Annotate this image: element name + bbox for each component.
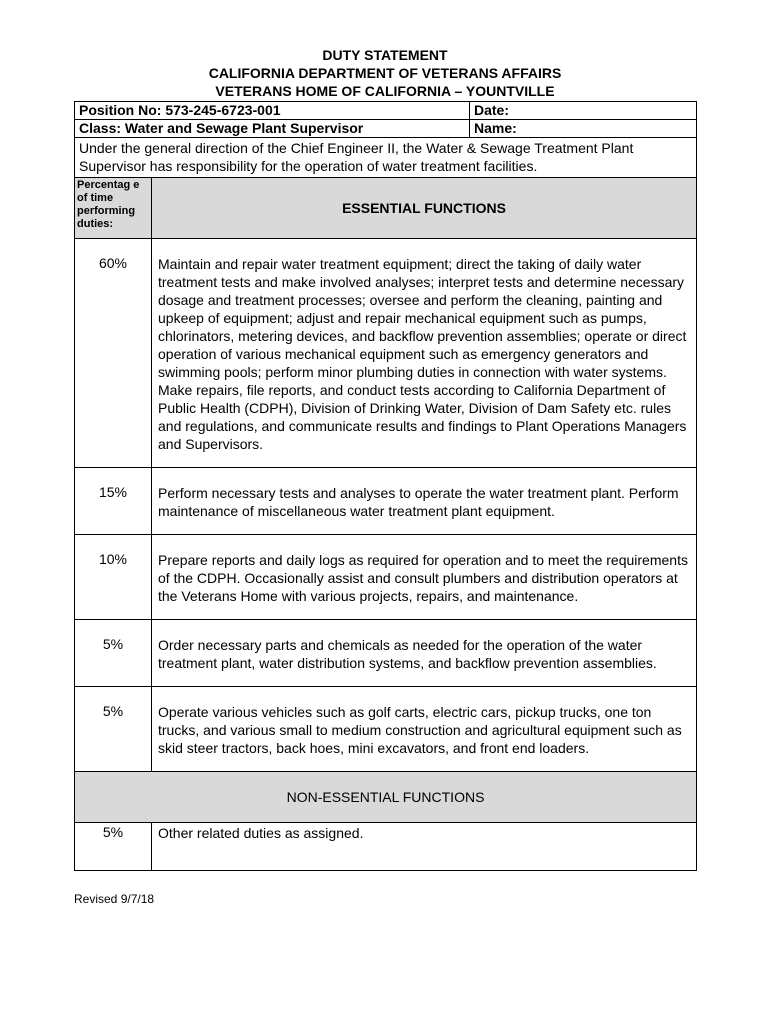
duty-description: Operate various vehicles such as golf carts, electric cars, pickup trucks, one ton trucks, and various small to medium construction and agricultural equipment such as skid steer tractors, back hoes, mini excavators, and front end loaders. xyxy=(152,687,697,772)
percentage-header: Percentag e of time performing duties: xyxy=(75,178,152,239)
duty-description: Perform necessary tests and analyses to operate the water treatment plant. Perform maintenance of miscellaneous water treatment plant equipment. xyxy=(152,468,697,535)
position-number: Position No: 573-245-6723-001 xyxy=(75,102,470,120)
essential-functions-header: ESSENTIAL FUNCTIONS xyxy=(152,178,697,239)
duty-row xyxy=(75,239,697,468)
duty-percentage: 15% xyxy=(75,468,152,535)
duty-row xyxy=(75,535,697,620)
doc-title: DUTY STATEMENT xyxy=(322,47,448,63)
duty-description: Order necessary parts and chemicals as needed for the operation of the water treatment plant, water distribution systems, and backflow prevention assemblies. xyxy=(152,620,697,687)
duty-percentage: 60% xyxy=(75,239,152,468)
duty-percentage: 5% xyxy=(75,823,152,871)
department-name: CALIFORNIA DEPARTMENT OF VETERANS AFFAIRS xyxy=(208,65,562,81)
duty-description: Prepare reports and daily logs as required for operation and to meet the requirements of the CDPH. Occasionally assist and consult plumbers and distribution operators at the Veterans Home with various projects, repairs, and maintenance. xyxy=(152,535,697,620)
intro-text: Under the general direction of the Chief Engineer II, the Water & Sewage Treatment Plant Supervisor has responsibility for the operation of water treatment facilities. xyxy=(75,138,697,178)
duty-row xyxy=(75,823,697,871)
duty-percentage: 5% xyxy=(75,620,152,687)
duty-percentage: 5% xyxy=(75,687,152,772)
revision-date: Revised 9/7/18 xyxy=(74,892,155,906)
facility-name: VETERANS HOME OF CALIFORNIA – YOUNTVILLE xyxy=(215,83,555,99)
duty-description: Maintain and repair water treatment equipment; direct the taking of daily water treatment tests and make involved analyses; interpret tests and determine necessary dosage and treatment processes; oversee and perform the cleaning, painting and upkeep of equipment; adjust and repair mechanical equipment such as pumps, chlorinators, metering devices, and backflow prevention assemblies; operate or direct operation of various mechanical equipment such as emergency generators and swimming pools; perform minor plumbing duties in connection with water systems. Make repairs, file reports, and conduct tests according to California Department of Public Health (CDPH), Division of Drinking Water, Division of Dam Safety etc. rules and regulations, and communicate results and findings to Plant Operations Managers and Supervisors. xyxy=(152,239,697,468)
duty-description: Other related duties as assigned. xyxy=(152,823,697,871)
duty-table xyxy=(74,101,697,871)
non-essential-functions-header: NON-ESSENTIAL FUNCTIONS xyxy=(75,772,697,823)
duty-row xyxy=(75,687,697,772)
duty-row xyxy=(75,468,697,535)
class-title: Class: Water and Sewage Plant Supervisor xyxy=(75,120,470,138)
duty-row xyxy=(75,620,697,687)
name-field: Name: xyxy=(470,120,697,138)
duty-percentage: 10% xyxy=(75,535,152,620)
date-field: Date: xyxy=(470,102,697,120)
